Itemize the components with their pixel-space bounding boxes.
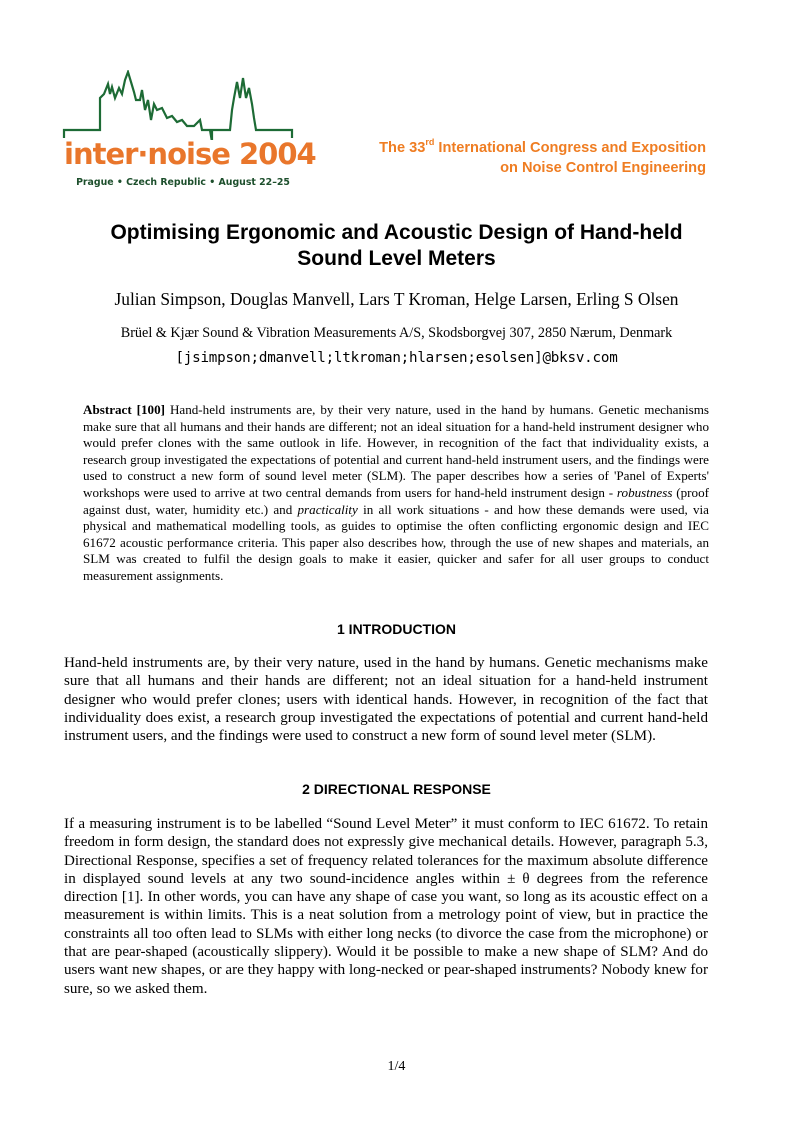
abstract-paragraph: Abstract [100] Hand-held instruments are, by their very nature, used in the hand by humans. Genetic mechanisms make sure that all humans and their hands are different; not an ideal situation for a hand-held instrument designer who would prefer clones with the same outlook in life. However, in recognition of the fact that individuality exists, a research group investigated the expectations of potential and current hand-held instrument users, and the findings were used to construct a new form of sound level meter (SLM). The paper describes how a series of 'Panel of Experts' workshops were used to arrive at two central demands from users for hand-held instrument design - robustness (proof against dust, water, humidity etc.) and practicality in all work situations - and how these demands were used, via physical and mathematical modelling tools, as guides to optimise the often conflicting ergonomic design and IEC 61672 acoustic performance criteria. This paper also describes how, through the use of new shapes and materials, an SLM was created to fulfil the design goals to make it easier, quicker and safer for all user groups to conduct measurement assignments. <box>83 402 710 583</box>
congress-line-1: The 33rd International Congress and Exposition <box>379 137 706 156</box>
author-emails: [jsimpson;dmanvell;ltkroman;hlarsen;esolsen]@bksv.com <box>175 350 618 366</box>
skyline-icon <box>62 70 294 140</box>
abstract-emphasis-practicality: practicality <box>297 501 358 517</box>
section-heading-directional-response: 2 DIRECTIONAL RESPONSE <box>302 781 491 797</box>
section-heading-introduction: 1 INTRODUCTION <box>337 621 456 637</box>
section-body-directional-response: If a measuring instrument is to be labelled “Sound Level Meter” it must conform to IEC 61672. To retain freedom in form design, the standard does not expressly give mechanical details. However, paragraph 5.3, Directional Response, specifies a set of frequency related tolerances for the maximum absolute difference in displayed sound levels at any two sound-incidence angles within ± θ degrees from the reference direction [1]. In other words, you can have any shape of case you want, so long as its acoustic effect on a measurement is within limits. This is a neat solution from a metrology point of view, but in practice the constraints all too often lead to SLMs with either long necks (to divorce the case from the microphone) or that are pear-shaped (acoustically slippery). Would it be possible to make a new shape of SLM? And do users want new shapes, or are they happy with long-necked or pear-shaped instruments? Nobody knew for sure, so we asked them. <box>64 816 708 997</box>
logo-wordmark: inter·noise 2004 <box>64 137 316 171</box>
section-body-introduction: Hand-held instruments are, by their very nature, used in the hand by humans. Genetic mechanisms make sure that all humans and their hands are different; not an ideal situation for a hand-held instrument designer who would prefer clones; users with identical hands. However, in recognition of the fact that individuality does exist, a research group investigated the expectations of potential and current hand-held instrument users, and the findings were used to construct a new form of sound level meter (SLM). <box>64 655 708 745</box>
logo-tagline: Prague • Czech Republic • August 22–25 <box>76 177 290 188</box>
ordinal-superscript: rd <box>425 137 435 147</box>
author-list: Julian Simpson, Douglas Manvell, Lars T Kroman, Helge Larsen, Erling S Olsen <box>114 289 679 309</box>
conference-logo <box>62 70 316 192</box>
congress-header <box>379 138 706 178</box>
title-line-1: Optimising Ergonomic and Acoustic Design of Hand-held <box>110 221 683 244</box>
paper-title <box>40 220 753 272</box>
page-number: 1/4 <box>387 1059 406 1074</box>
title-line-2: Sound Level Meters <box>297 247 496 270</box>
congress-line-2: on Noise Control Engineering <box>500 160 706 176</box>
abstract-emphasis-robustness: robustness <box>616 484 673 500</box>
abstract-label: Abstract [100] <box>83 402 166 417</box>
author-affiliation: Brüel & Kjær Sound & Vibration Measurements A/S, Skodsborgvej 307, 2850 Nærum, Denmark <box>120 325 673 341</box>
